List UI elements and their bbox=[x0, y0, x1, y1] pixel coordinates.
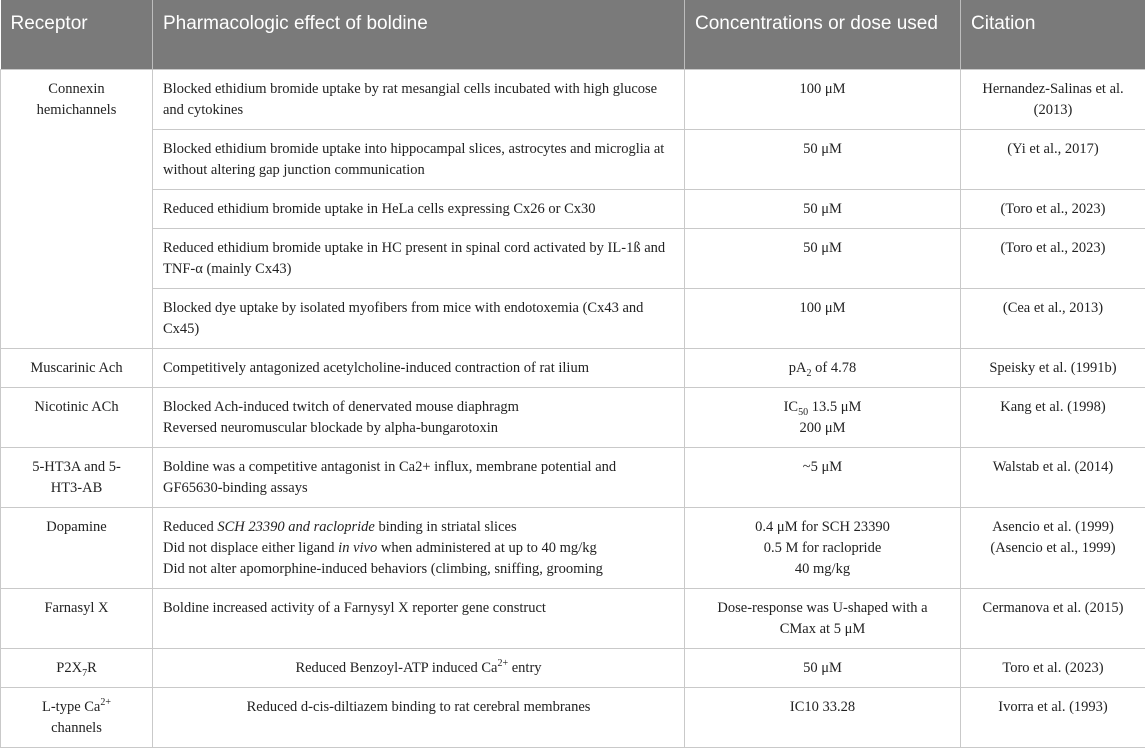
dose-cell bbox=[685, 508, 961, 589]
receptor-cell-dopamine: Dopamine bbox=[1, 508, 153, 589]
receptor-cell-farnasyl: Farnasyl X bbox=[1, 589, 153, 649]
dose-cell bbox=[685, 589, 961, 649]
table-row bbox=[1, 289, 1145, 349]
effect-line: Blocked Ach-induced twitch of denervated mouse diaphragm bbox=[163, 397, 674, 418]
table-row bbox=[1, 688, 1145, 748]
receptor-cell-5ht3 bbox=[1, 448, 153, 508]
dose-text: 13.5 μM bbox=[808, 399, 861, 415]
table-header bbox=[1, 0, 1145, 70]
receptor-text: L-type Ca bbox=[42, 699, 100, 715]
citation-cell: Kang et al. (1998) bbox=[961, 388, 1145, 448]
dose-line: 200 μM bbox=[695, 418, 950, 439]
effect-cell: Competitively antagonized acetylcholine-induced contraction of rat ilium bbox=[153, 349, 685, 388]
dose-cell: 50 μM bbox=[685, 229, 961, 289]
effect-text: when administered at up to 40 mg/kg bbox=[377, 540, 596, 556]
dose-cell: ~5 μM bbox=[685, 448, 961, 508]
receptor-text: P2X bbox=[56, 660, 82, 676]
effect-italic: SCH 23390 and raclopride bbox=[217, 519, 374, 535]
receptor-label: 5-HT3A and 5- bbox=[11, 457, 142, 478]
receptor-label: Connexin bbox=[11, 79, 142, 100]
citation-cell: (Toro et al., 2023) bbox=[961, 190, 1145, 229]
effect-superscript: 2+ bbox=[497, 658, 508, 669]
dose-cell: IC10 33.28 bbox=[685, 688, 961, 748]
table-row bbox=[1, 229, 1145, 289]
effect-cell: Blocked ethidium bromide uptake into hippocampal slices, astrocytes and microglia at without altering gap junction communication bbox=[153, 130, 685, 190]
dose-line: CMax at 5 μM bbox=[695, 619, 950, 640]
effect-cell bbox=[153, 388, 685, 448]
dose-cell: 100 μM bbox=[685, 70, 961, 130]
dose-line: Dose-response was U-shaped with a bbox=[695, 598, 950, 619]
dose-cell: 50 μM bbox=[685, 130, 961, 190]
effect-cell bbox=[153, 508, 685, 589]
receptor-cell-nicotinic: Nicotinic ACh bbox=[1, 388, 153, 448]
dose-cell bbox=[685, 349, 961, 388]
citation-cell: (Cea et al., 2013) bbox=[961, 289, 1145, 349]
effect-line bbox=[163, 538, 674, 559]
citation-cell: Speisky et al. (1991b) bbox=[961, 349, 1145, 388]
dose-text: pA bbox=[789, 360, 807, 376]
effect-cell: Reduced ethidium bromide uptake in HeLa cells expressing Cx26 or Cx30 bbox=[153, 190, 685, 229]
receptor-superscript: 2+ bbox=[100, 697, 111, 708]
dose-subscript: 50 bbox=[798, 407, 808, 418]
dose-subscript: 2 bbox=[807, 368, 812, 379]
table-row bbox=[1, 388, 1145, 448]
effect-line bbox=[163, 517, 674, 538]
receptor-label: HT3-AB bbox=[11, 478, 142, 499]
dose-cell: 100 μM bbox=[685, 289, 961, 349]
receptor-cell-connexin bbox=[1, 70, 153, 349]
citation-line: Asencio et al. (1999) bbox=[971, 517, 1135, 538]
dose-text: IC bbox=[784, 399, 799, 415]
effect-cell: Reduced d-cis-diltiazem binding to rat cerebral membranes bbox=[153, 688, 685, 748]
effect-cell: Boldine was a competitive antagonist in Ca2+ influx, membrane potential and GF65630-binding assays bbox=[153, 448, 685, 508]
dose-cell: 50 μM bbox=[685, 649, 961, 688]
effect-text: entry bbox=[508, 660, 541, 676]
citation-cell: (Toro et al., 2023) bbox=[961, 229, 1145, 289]
dose-line: 40 mg/kg bbox=[695, 559, 950, 580]
citation-cell: (Yi et al., 2017) bbox=[961, 130, 1145, 190]
effect-line: Reversed neuromuscular blockade by alpha-bungarotoxin bbox=[163, 418, 674, 439]
effect-cell bbox=[153, 649, 685, 688]
header-dose: Concentrations or dose used bbox=[685, 0, 961, 70]
table-row bbox=[1, 190, 1145, 229]
dose-line: 0.5 M for raclopride bbox=[695, 538, 950, 559]
effect-italic: in vivo bbox=[338, 540, 377, 556]
effect-line: Did not alter apomorphine-induced behaviors (climbing, sniffing, grooming bbox=[163, 559, 674, 580]
dose-cell bbox=[685, 388, 961, 448]
effect-text: Reduced bbox=[163, 519, 217, 535]
citation-cell: Ivorra et al. (1993) bbox=[961, 688, 1145, 748]
effect-text: Reduced Benzoyl-ATP induced Ca bbox=[295, 660, 497, 676]
receptor-cell-ltype bbox=[1, 688, 153, 748]
receptor-cell-muscarinic: Muscarinic Ach bbox=[1, 349, 153, 388]
header-row bbox=[1, 0, 1145, 70]
receptor-subscript: 7 bbox=[82, 668, 87, 679]
citation-cell: Walstab et al. (2014) bbox=[961, 448, 1145, 508]
effect-cell: Boldine increased activity of a Farnysyl X reporter gene construct bbox=[153, 589, 685, 649]
dose-line bbox=[695, 397, 950, 418]
citation-cell: Toro et al. (2023) bbox=[961, 649, 1145, 688]
receptor-label: hemichannels bbox=[11, 100, 142, 121]
table-row bbox=[1, 589, 1145, 649]
receptor-text: R bbox=[87, 660, 97, 676]
effect-cell: Reduced ethidium bromide uptake in HC present in spinal cord activated by IL-1ß and TNF-α (mainly Cx43) bbox=[153, 229, 685, 289]
effect-cell: Blocked ethidium bromide uptake by rat mesangial cells incubated with high glucose and cytokines bbox=[153, 70, 685, 130]
header-citation: Citation bbox=[961, 0, 1145, 70]
dose-text: of 4.78 bbox=[812, 360, 857, 376]
table-row bbox=[1, 130, 1145, 190]
table-row bbox=[1, 448, 1145, 508]
table-body bbox=[1, 70, 1145, 748]
citation-cell: Cermanova et al. (2015) bbox=[961, 589, 1145, 649]
effect-text: Did not displace either ligand bbox=[163, 540, 338, 556]
receptor-cell-p2x7r bbox=[1, 649, 153, 688]
citation-cell: Hernandez-Salinas et al. (2013) bbox=[961, 70, 1145, 130]
receptor-label: channels bbox=[11, 718, 142, 739]
table-row bbox=[1, 649, 1145, 688]
header-effect: Pharmacologic effect of boldine bbox=[153, 0, 685, 70]
header-receptor: Receptor bbox=[1, 0, 153, 70]
table-row bbox=[1, 508, 1145, 589]
citation-cell bbox=[961, 508, 1145, 589]
effect-cell: Blocked dye uptake by isolated myofibers from mice with endotoxemia (Cx43 and Cx45) bbox=[153, 289, 685, 349]
receptor-label bbox=[11, 697, 142, 718]
dose-cell: 50 μM bbox=[685, 190, 961, 229]
citation-line: (Asencio et al., 1999) bbox=[971, 538, 1135, 559]
table-row bbox=[1, 70, 1145, 130]
table-row bbox=[1, 349, 1145, 388]
effect-text: binding in striatal slices bbox=[375, 519, 517, 535]
dose-line: 0.4 μM for SCH 23390 bbox=[695, 517, 950, 538]
